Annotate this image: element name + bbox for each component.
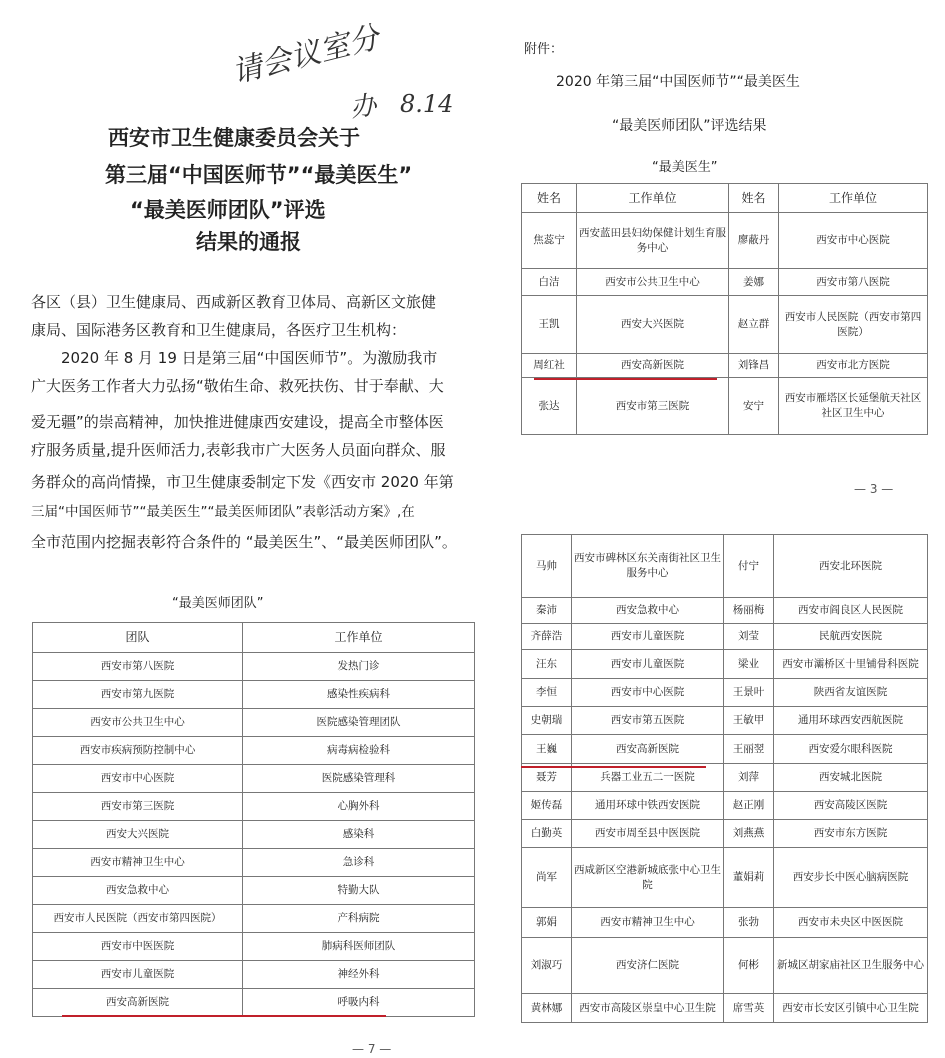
team-cell: 西安市精神卫生中心 — [33, 849, 243, 877]
doctor-cell: 黄林娜 — [522, 994, 572, 1023]
doctor-cell: 王敏甲 — [724, 707, 774, 735]
doctor-table-continued — [521, 534, 928, 1023]
attachment-title-line-2: “最美医师团队”评选结果 — [612, 118, 767, 134]
doctor-cell: 齐薛浩 — [522, 624, 572, 650]
doctor-cell: 西安高新医院 — [572, 735, 724, 764]
doctor-cell: 史朝瑞 — [522, 707, 572, 735]
page-number-right: — 3 — — [854, 482, 894, 496]
doctor-cell: 西安市灞桥区十里铺骨科医院 — [774, 650, 928, 679]
doctor-cell: 西安爱尔眼科医院 — [774, 735, 928, 764]
doctor-cell: 西安市中心医院 — [572, 679, 724, 707]
doctor-cell: 西安北环医院 — [774, 535, 928, 598]
doctor-cell: 西安市阎良区人民医院 — [774, 598, 928, 624]
team-cell: 感染科 — [243, 821, 475, 849]
team-cell: 西安高新医院 — [33, 989, 243, 1017]
team-cell: 西安市第八医院 — [33, 653, 243, 681]
team-cell: 西安市人民医院（西安市第四医院） — [33, 905, 243, 933]
doctor-cell: 聂芳 — [522, 764, 572, 792]
doctor-cell: 西安步长中医心脑病医院 — [774, 848, 928, 908]
doctor-cell: 张勃 — [724, 908, 774, 938]
notice-title-line-1: 西安市卫生健康委员会关于 — [108, 126, 360, 150]
team-cell: 病毒病检验科 — [243, 737, 475, 765]
team-header-team: 团队 — [33, 623, 243, 653]
doctor-cell: 焦蕊宁 — [522, 213, 577, 269]
doctor-cell: 马帅 — [522, 535, 572, 598]
doctor-header-name: 姓名 — [729, 184, 779, 213]
doctor-cell: 白勤英 — [522, 820, 572, 848]
page-number-left: — 7 — — [352, 1042, 392, 1056]
doctor-cell: 王丽翌 — [724, 735, 774, 764]
attachment-label: 附件： — [524, 42, 564, 57]
doctor-cell: 西安市雁塔区长延堡航天社区社区卫生中心 — [779, 378, 928, 435]
doctor-cell: 刘萍 — [724, 764, 774, 792]
team-cell: 急诊科 — [243, 849, 475, 877]
doctor-cell: 安宁 — [729, 378, 779, 435]
notice-paragraph-line-3: 2020 年 8 月 19 日是第三届“中国医师节”。为激励我市 — [61, 349, 438, 367]
doctor-cell: 杨丽梅 — [724, 598, 774, 624]
team-cell: 西安市中医医院 — [33, 933, 243, 961]
doctor-cell: 廖蔽丹 — [729, 213, 779, 269]
team-cell: 感染性疾病科 — [243, 681, 475, 709]
notice-paragraph-line-4: 广大医务工作者大力弘扬“敬佑生命、救死扶伤、甘于奉献、大 — [31, 377, 444, 395]
doctor-cell: 西安市儿童医院 — [572, 624, 724, 650]
doctor-cell: 姬传磊 — [522, 792, 572, 820]
doctor-cell: 秦沛 — [522, 598, 572, 624]
doctor-cell: 王巍 — [522, 735, 572, 764]
doctor-cell: 西安市未央区中医医院 — [774, 908, 928, 938]
doctor-cell: 周红社 — [522, 354, 577, 378]
team-cell: 西安急救中心 — [33, 877, 243, 905]
handwritten-date: 8.14 — [400, 90, 454, 118]
doctor-cell: 通用环球西安西航医院 — [774, 707, 928, 735]
notice-paragraph-line-2: 康局、国际港务区教育和卫生健康局，各医疗卫生机构： — [31, 321, 407, 339]
team-cell: 西安大兴医院 — [33, 821, 243, 849]
doctor-cell: 西安蓝田县妇幼保健计划生育服务中心 — [577, 213, 729, 269]
doctor-cell: 王景叶 — [724, 679, 774, 707]
doctor-header-name: 姓名 — [522, 184, 577, 213]
notice-paragraph-line-5: 爱无疆”的崇高精神，加快推进健康西安建设，提高全市整体医 — [31, 413, 444, 431]
handwritten-initials: 办 — [348, 90, 379, 124]
doctor-cell: 刘淑巧 — [522, 938, 572, 994]
doctor-cell: 付宁 — [724, 535, 774, 598]
notice-title-line-2: 第三届“中国医师节”“最美医生” — [105, 163, 413, 187]
doctor-cell: 西安市长安区引镇中心卫生院 — [774, 994, 928, 1023]
doctor-cell: 西安市北方医院 — [779, 354, 928, 378]
doctor-cell: 赵正刚 — [724, 792, 774, 820]
team-cell: 西安市中心医院 — [33, 765, 243, 793]
doctor-cell: 李恒 — [522, 679, 572, 707]
doctor-cell: 姜娜 — [729, 269, 779, 296]
doctor-cell: 董娟莉 — [724, 848, 774, 908]
notice-paragraph-line-6: 疗服务质量,提升医师活力,表彰我市广大医务人员面向群众、服 — [31, 441, 446, 459]
team-cell: 西安市公共卫生中心 — [33, 709, 243, 737]
notice-paragraph-line-1: 各区（县）卫生健康局、西咸新区教育卫体局、高新区文旅健 — [31, 293, 437, 311]
notice-paragraph-line-8: 三届“中国医师节”“最美医生”“最美医师团队”表彰活动方案》,在 — [31, 504, 415, 520]
doctor-cell: 刘燕燕 — [724, 820, 774, 848]
doctor-cell: 白洁 — [522, 269, 577, 296]
doctor-cell: 梁业 — [724, 650, 774, 679]
highlight-underline-doctor-2 — [521, 766, 706, 768]
doctor-cell: 西安高陵区医院 — [774, 792, 928, 820]
team-table-caption: “最美医师团队” — [172, 596, 264, 611]
doctor-cell: 张达 — [522, 378, 577, 435]
team-cell: 产科病院 — [243, 905, 475, 933]
doctor-cell: 西安市公共卫生中心 — [577, 269, 729, 296]
doctor-cell: 新城区胡家庙社区卫生服务中心 — [774, 938, 928, 994]
doctor-cell: 西安市第五医院 — [572, 707, 724, 735]
doctor-cell: 西安市人民医院（西安市第四医院） — [779, 296, 928, 354]
doctor-cell: 西安市第三医院 — [577, 378, 729, 435]
doctor-header-unit: 工作单位 — [779, 184, 928, 213]
doctor-cell: 王凯 — [522, 296, 577, 354]
doctor-table-caption: “最美医生” — [652, 160, 718, 175]
notice-paragraph-line-7: 务群众的高尚情操，市卫生健康委制定下发《西安市 2020 年第 — [31, 473, 454, 491]
doctor-cell: 刘锋昌 — [729, 354, 779, 378]
doctor-cell: 西安市精神卫生中心 — [572, 908, 724, 938]
doctor-cell: 西安高新医院 — [577, 354, 729, 378]
doctor-cell: 陕西省友谊医院 — [774, 679, 928, 707]
doctor-cell: 汪东 — [522, 650, 572, 679]
team-cell: 心胸外科 — [243, 793, 475, 821]
highlight-underline-doctor-1 — [534, 378, 717, 380]
doctor-cell: 刘莹 — [724, 624, 774, 650]
doctor-cell: 西安城北医院 — [774, 764, 928, 792]
doctor-cell: 何彬 — [724, 938, 774, 994]
team-cell: 西安市第三医院 — [33, 793, 243, 821]
notice-title-line-3: “最美医师团队”评选 — [130, 198, 326, 222]
doctor-header-unit: 工作单位 — [577, 184, 729, 213]
team-table — [32, 622, 475, 1017]
team-cell: 医院感染管理团队 — [243, 709, 475, 737]
team-cell: 特勤大队 — [243, 877, 475, 905]
notice-paragraph-line-9: 全市范围内挖掘表彰符合条件的 “最美医生”、“最美医师团队”。 — [31, 533, 457, 551]
doctor-cell: 西安市东方医院 — [774, 820, 928, 848]
notice-title-line-4: 结果的通报 — [196, 230, 301, 254]
doctor-cell: 郭娟 — [522, 908, 572, 938]
team-cell: 肺病科医师团队 — [243, 933, 475, 961]
team-cell: 西安市第九医院 — [33, 681, 243, 709]
attachment-title-line-1: 2020 年第三届“中国医师节”“最美医生 — [556, 74, 800, 90]
team-cell: 神经外科 — [243, 961, 475, 989]
doctor-cell: 西安市碑林区东关南街社区卫生服务中心 — [572, 535, 724, 598]
doctor-cell: 西安市高陵区崇皇中心卫生院 — [572, 994, 724, 1023]
doctor-cell: 西安市第八医院 — [779, 269, 928, 296]
doctor-cell: 西咸新区空港新城底张中心卫生院 — [572, 848, 724, 908]
doctor-table — [521, 183, 928, 435]
doctor-cell: 席雪英 — [724, 994, 774, 1023]
doctor-cell: 西安济仁医院 — [572, 938, 724, 994]
team-cell: 呼吸内科 — [243, 989, 475, 1017]
doctor-cell: 兵器工业五二一医院 — [572, 764, 724, 792]
doctor-cell: 西安市周至县中医医院 — [572, 820, 724, 848]
highlight-underline-team — [62, 1015, 386, 1017]
team-cell: 西安市儿童医院 — [33, 961, 243, 989]
doctor-cell: 尚军 — [522, 848, 572, 908]
doctor-cell: 西安市儿童医院 — [572, 650, 724, 679]
doctor-cell: 通用环球中铁西安医院 — [572, 792, 724, 820]
doctor-cell: 西安急救中心 — [572, 598, 724, 624]
handwritten-note: 请会议室分 — [228, 20, 383, 91]
doctor-cell: 西安市中心医院 — [779, 213, 928, 269]
team-cell: 医院感染管理科 — [243, 765, 475, 793]
doctor-cell: 赵立群 — [729, 296, 779, 354]
team-cell: 西安市疾病预防控制中心 — [33, 737, 243, 765]
doctor-cell: 民航西安医院 — [774, 624, 928, 650]
doctor-cell: 西安大兴医院 — [577, 296, 729, 354]
team-cell: 发热门诊 — [243, 653, 475, 681]
team-header-unit: 工作单位 — [243, 623, 475, 653]
